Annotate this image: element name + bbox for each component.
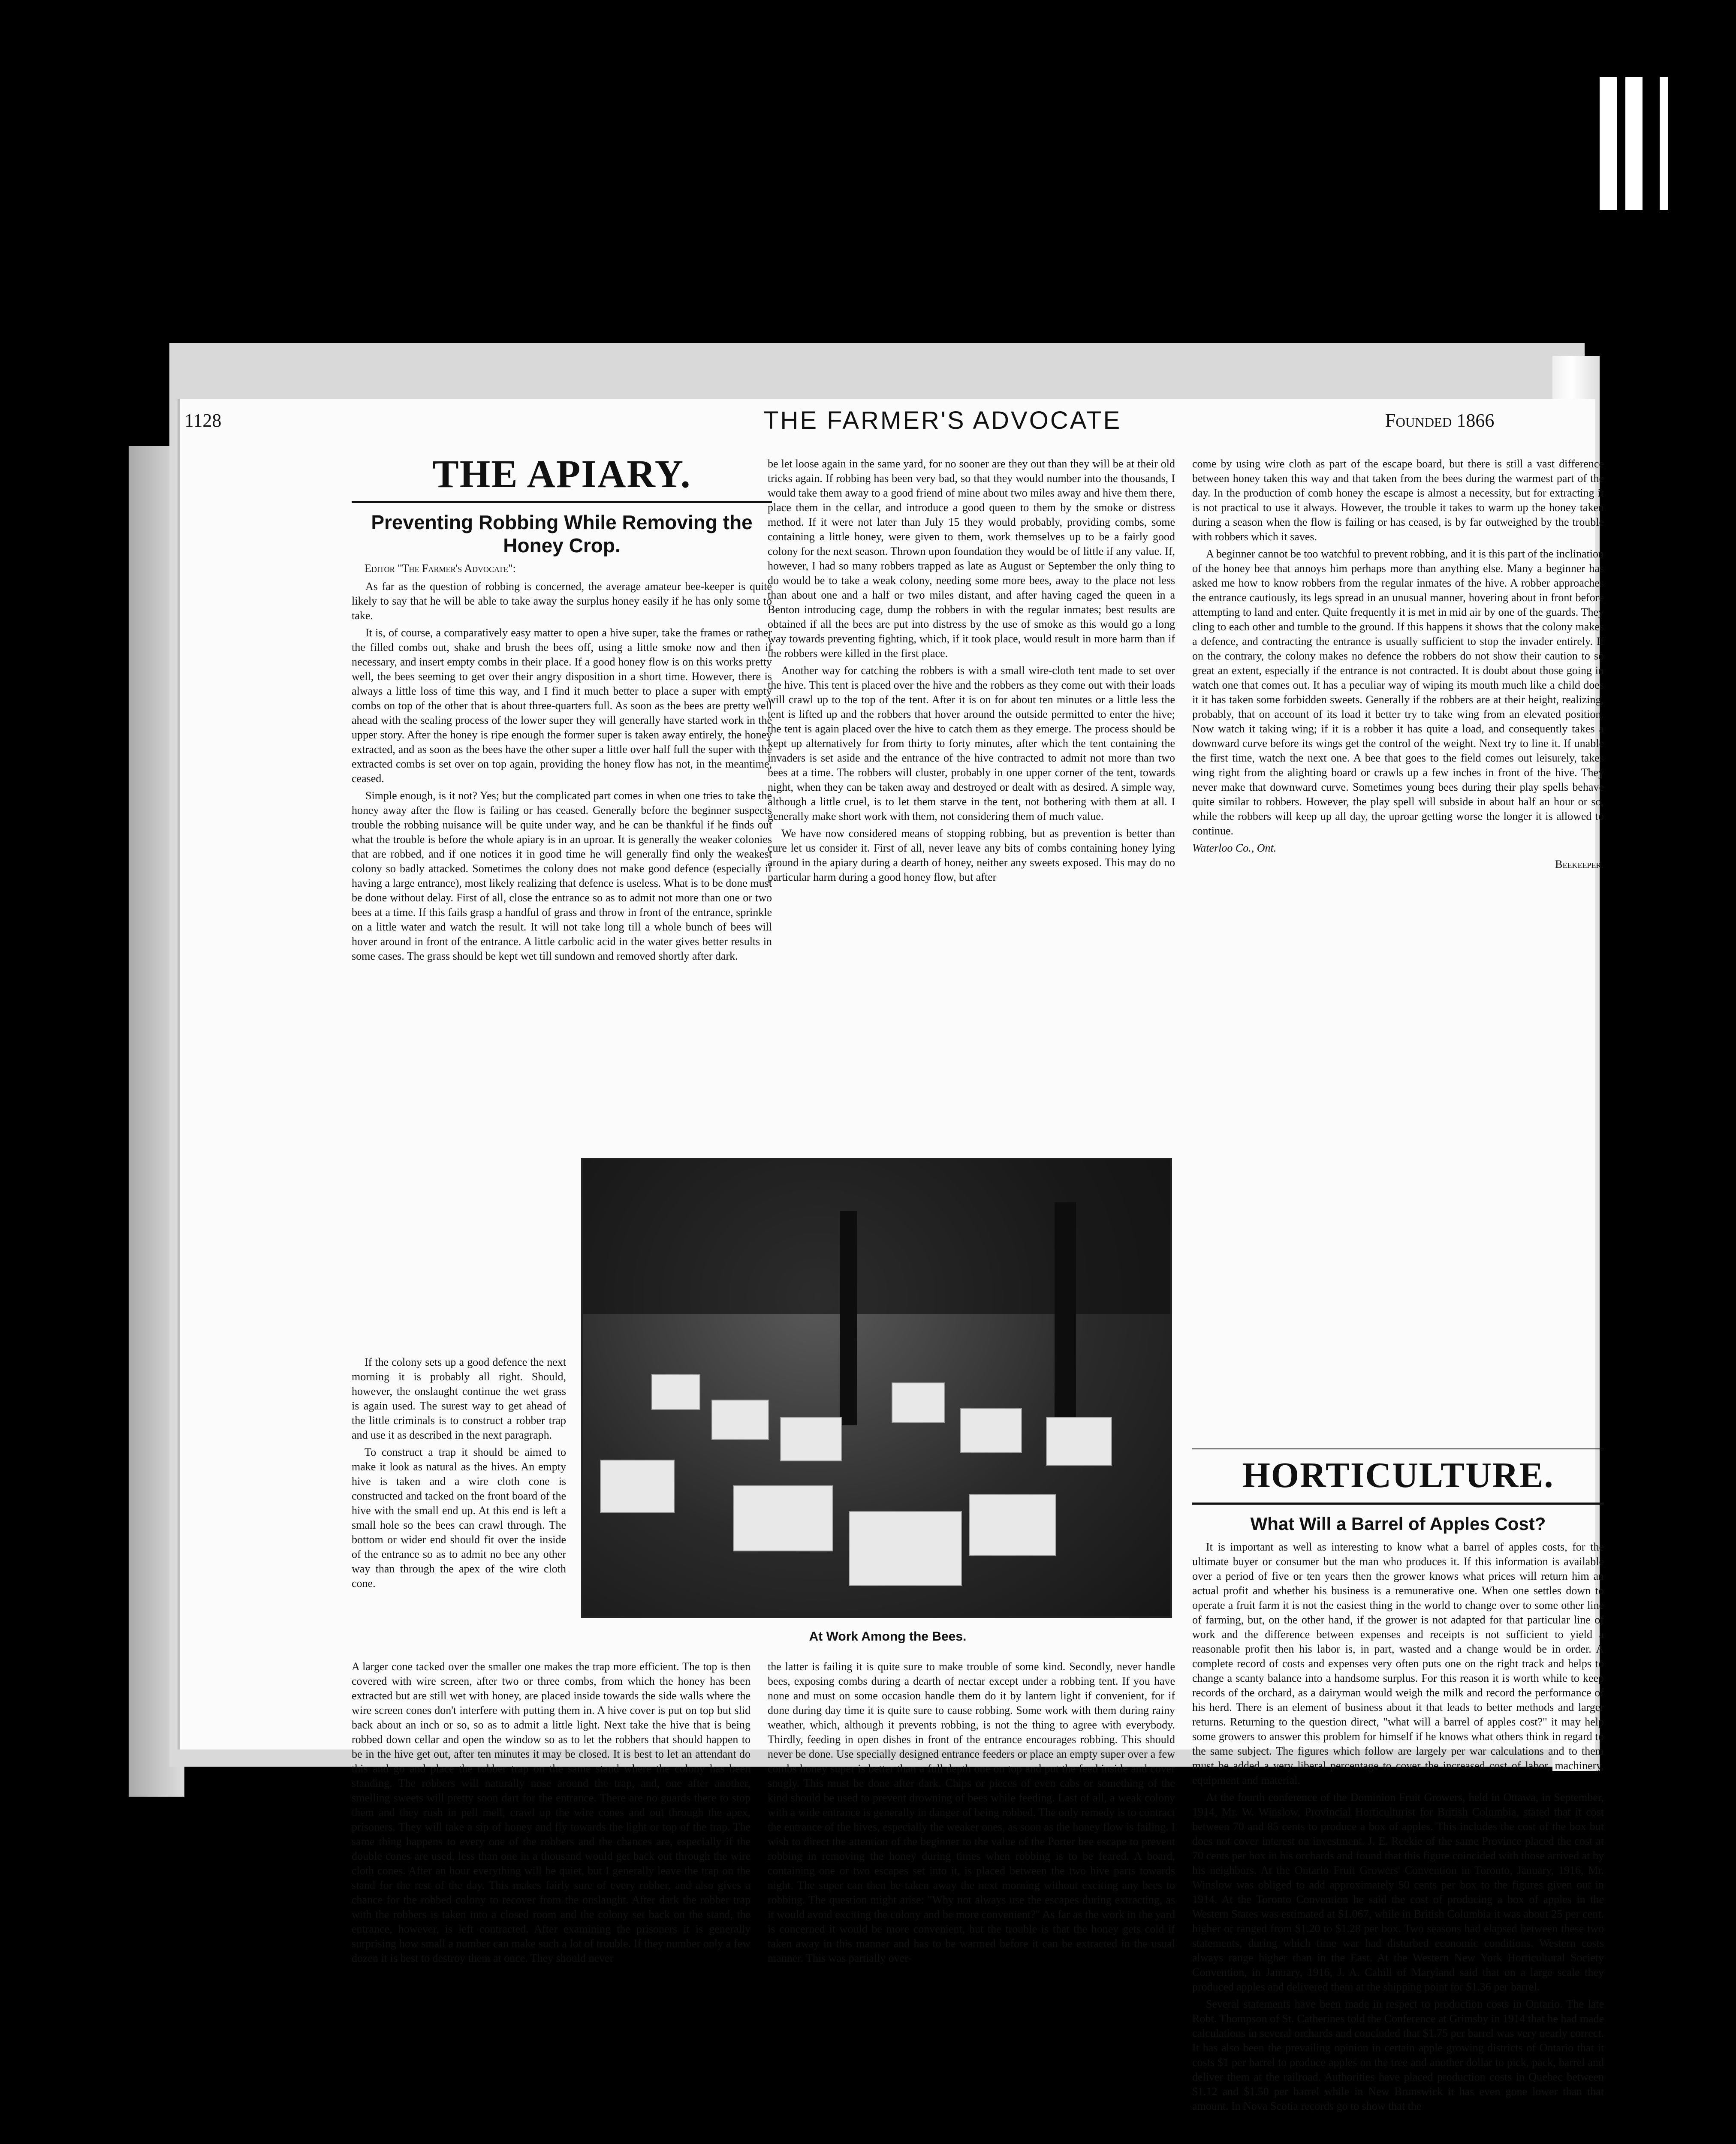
beehive <box>651 1374 700 1410</box>
wrap-column <box>352 1355 566 1593</box>
beehive <box>1046 1417 1112 1466</box>
section-rule <box>1192 1503 1604 1505</box>
photo-caption: At Work Among the Bees. <box>809 1629 967 1644</box>
paragraph: Simple enough, is it not? Yes; but the complicated part comes in when one tries to take the honey away after the flow is failing or has ceased. Generally before the beginner suspects trouble the robbing nuisance will be quite under way, and he can be thankful if he finds out what the trouble is before the whole apiary is in an uproar. It is generally the weaker colonies that are robbed, and if one notices it in good time he will generally find only the weakest colony so badly attacked. Sometimes the colony does not make good defence (especially if having a large entrance), most likely realizing that defence is useless. What is to be done must be done without delay. First of all, close the entrance so as to admit not more than one or two bees at a time. If this fails grasp a handful of grass and throw in front of the entrance, sprinkle on a little water and watch the result. It will not take long till a whole bunch of bees will hover around in front of the entrance. A little carbolic acid in the water gives better results in some cases. The grass should be kept wet till sundown and removed shortly after dark. <box>352 789 772 962</box>
page-header <box>184 407 1591 440</box>
section-rule <box>1192 1448 1604 1449</box>
beehive <box>780 1417 842 1461</box>
paragraph: As far as the question of robbing is concerned, the average amateur bee-keeper is quite likely to say that he will be able to take away the surplus honey easily if he has only some to take. <box>352 580 772 622</box>
paragraph: come by using wire cloth as part of the escape board, but there is still a vast difference between honey taken this way and that taken from the bees during the warmest part of the day. In the production of comb honey the escape is almost a necessity, but for extracting it is not practical to use it always. However, the trouble it takes to warm up the honey taken during a season when the flow is failing or has ceased, is by far outweighed by the trouble with robbers which it saves. <box>1192 458 1604 543</box>
apiary-column-2 <box>768 457 1175 887</box>
paragraph: be let loose again in the same yard, for no sooner are they out than they will be at their old tricks again. If robbing has been very bad, so that they would number into the thousands, I would take them away to a good friend of mine about two miles away and hive them there, place them in the cellar, and introduce a good queen to them by the smoke or distress method. If it were not later than July 15 they would probably, providing combs, some containing a little honey, were given to them, work themselves up to be a fairly good colony for the next season. Thrown upon foundation they would be of little if any value. If, however, I had so many robbers trapped as late as August or September the only thing to do would be to take a weak colony, needing some more bees, away to the place not less than about one and a half or two miles distant, and after having caged the queen in a Benton introducing cage, dump the robbers in with the regular inmates; best results are obtained if all the bees are put into distress by the use of smoke as this would go a long way towards preventing fighting, which, if it took place, would result in more harm than if the robbers were killed in the first place. <box>768 458 1175 659</box>
beehive <box>969 1494 1056 1556</box>
paragraph: It is important as well as interesting to know what a barrel of apples costs, for the ultimate buyer or consumer but the man who produces it. If this information is available over a period of five or ten years then the grower knows what prices will return him an actual profit and whether his business is a remunerative one. When one settles down to operate a fruit farm it is not the easiest thing in the world to change over to some other line of farming, but, on the other hand, if the grower is not adapted for that particular line of work and the difference between expenses and receipts is not sufficient to yield a reasonable profit then his labor is, in part, wasted and a change would be in order. A complete record of costs and expenses very often puts one on the right track and helps to change a scanty balance into a handsome surplus. For this reason it is worth while to keep records of the orchard, as a dairyman would weigh the milk and record the performance of his herd. There is an element of business about it that leads to better methods and larger returns. Returning to the question direct, "what will a barrel of apples cost?" it may help some growers to answer this problem for himself if he knows what others think in regard to the same subject. The figures which follow are largely per war calculations and to them must be added a very liberal percentage to cover the increased cost of labor, machinery, equipment and material. <box>1192 1541 1604 1786</box>
tree-trunk <box>840 1211 857 1425</box>
tree-canopy <box>583 1159 1170 1314</box>
founded-line: Founded 1866 <box>1385 410 1495 431</box>
paragraph: A larger cone tacked over the smaller one makes the trap more efficient. The top is then covered with wire screen, after two or three combs, from which the honey has been extracted but are still wet with honey, are placed inside towards the side walls where the wire screen cones don't interfere with putting them in. A hive cover is put on top but slid back about an inch or so, so as to admit a little light. Next take the hive that is being robbed down cellar and open the window so as to let the robbers that should happen to be in the hive get out, after ten minutes it may be closed. It is best to let an attendant do this and go and place the robber trap on the same stand where the colony has been standing. The robbers will naturally nose around the trap, and, one after another, smelling sweets will pretty soon dart for the entrance. There are no guards there to stop them and they rush in pell mell, crawl up the wire cones and out through the apex, prisoners. They will take a sip of honey and fly towards the light or top of the trap. The same thing happens to every one of the robbers and the chances are, especially if the double cones are used, less than one in a thousand would get back out through the wire cloth cones. After an hour everything will be quiet, but I generally leave the trap on the stand for the rest of the day. This makes fairly sure of every robber, and also gives a chance for the robbed colony to recover from the onslaught. After dark the robber trap with the robbers is taken into a closed room and the colony set back on the stand, the entrance, however, is left contracted. After examining the prisoners it is generally surprising how small a number can make such a lot of trouble. If they number only a few dozen it is best to destroy them at once. They should never <box>352 1660 750 1964</box>
paragraph: At the fourth conference of the Dominion Fruit Growers, held in Ottawa, in September, 1914, Mr. W. Winslow, Provincial Horticulturist for British Columbia, stated that it cost between 70 and 85 cents to produce a box of apples. This includes the cost of the box but does not cover interest on investment. J. E. Reekie of the same Province placed the cost at 70 cents per box in his orchards and found that this figure coincided with those arrived at by his neighbors. At the Ontario Fruit Growers' Convention in Toronto, January, 1916, Mr. Winslow was obliged to add approximately 50 cents per box to the figures given out in 1914. At the Toronto Convention he said the cost of producing a box of apples in the Western States was estimated at $1.067, while in British Columbia it was about 25 per cent. higher or ranged from $1.20 to $1.28 per box. Two seasons had elapsed between these two statements, during which time war had disturbed economic conditions. Western costs always range higher than in the East. At the Western New York Horticultural Society Convention, in January, 1916, J. A. Cahill of Maryland said that on a large scale they produced apples and delivered them at the shipping point for $1.36 per barrel. <box>1192 1791 1604 1993</box>
page-number: 1128 <box>184 410 222 431</box>
section-title-apiary: THE APIARY. <box>432 452 691 496</box>
beehive <box>960 1408 1022 1453</box>
film-mark <box>1600 77 1617 210</box>
paragraph: It is, of course, a comparatively easy matter to open a hive super, take the frames or rather the filled combs out, shake and brush the bees off, using a little smoke now and then if necessary, and insert empty combs in their place. If a good honey flow is on this works pretty well, the bees seeming to get over their angry disposition in a short time. However, there is always a little loss of time this way, and I find it much better to place a super with empty combs on top of the other that is about three-quarters full. As soon as the bees are pretty well ahead with the sealing process of the lower super they will generally have started work in the upper story. After the honey is ripe enough the former super is taken away entirely, the honey extracted, and as soon as the bees have the other super a little over half full the super with the extracted combs is set over on top again, providing the honey flow has not, in the meantime, ceased. <box>352 626 772 785</box>
film-mark <box>1660 77 1668 210</box>
section-title-horticulture: HORTICULTURE. <box>1242 1455 1554 1495</box>
film-mark <box>1625 77 1643 210</box>
tree-trunk <box>1055 1202 1076 1425</box>
beehive <box>733 1485 833 1551</box>
film-margin <box>1600 64 1736 2144</box>
paragraph: the latter is failing it is quite sure to make trouble of some kind. Secondly, never handle bees, exposing combs during a dearth of nectar except under a robbing tent. If you have none and must on some occasion handle them do it by lantern light if convenient, for if done during day time it is quite sure to cause robbing. Some work with them during rainy weather, which, although it prevents robbing, is not the thing to agree with everybody. Thirdly, feeding in open dishes in front of the entrance encourages robbing. This should never be done. Use specially designed entrance feeders or place an empty super over a few combs honey super is better than a full depth one on top and put the feed inside and cover snugly. This must be done after dark. Chips or pieces of even cabs or something of the kind should be used to prevent drowning of bees while feeding. Last of all, a weak colony with a wide entrance is generally in danger of being robbed. The only remedy is to contract the entrance of the hives, especially the weaker ones, as soon as the honey flow is failing. I wish to direct the attention of the beginner to the value of the Porter bee escape to prevent robbing in removing the honey during times when robbing is to be feared. A board, containing one or two escapes set into it, is placed between the two hive parts towards night. The super can then be taken away the next morning without exciting any bees to robbing. The question might arise: "Why not always use the escapes during extracting, as it would avoid exciting the colony and be more convenient?" As far as the work in the yard is concerned it would be more convenient, but the trouble is that the honey gets cold if taken away in this manner and has to be warmed before it can be extracted in the usual manner. This was partially over- <box>768 1660 1175 1964</box>
apiary-column-3 <box>1192 457 1604 872</box>
beehive <box>600 1460 675 1513</box>
bee-yard-photo <box>581 1158 1172 1618</box>
masthead: THE FARMER'S ADVOCATE <box>763 407 1122 434</box>
signature-name: Beekeeper. <box>1555 858 1604 870</box>
paragraph: Another way for catching the robbers is with a small wire-cloth tent made to set over the hive. This tent is placed over the hive and the robbers as they come out with their loads will crawl up to the top of the tent. After it is on for about ten minutes or a little less the tent is lifted up and the robbers that hover around the outside permitted to enter the hive; the tent is again placed over the hive to catch them as they emerge. The process should be kept up alternatively for from thirty to forty minutes, after which the tent containing the invaders is set aside and the entrance of the hive contracted to admit not more than two bees at a time. The robbers will cluster, probably in one upper corner of the tent, towards night, when they can be taken away and destroyed or dealt with as desired. A simple way, although a little cruel, is to let them starve in the tent, not bothering with them at all. I generally make short work with them, not considering them of much value. <box>768 664 1175 822</box>
beehive <box>892 1382 945 1423</box>
section-rule <box>352 501 772 503</box>
horticulture-column <box>1192 1445 1604 2116</box>
article-title-robbing: Preventing Robbing While Removing the Honey Crop. <box>371 511 753 557</box>
apiary-column <box>352 450 772 966</box>
article-title-apples: What Will a Barrel of Apples Cost? <box>1250 1514 1546 1534</box>
paragraph: A beginner cannot be too watchful to prevent robbing, and it is this part of the inclination of the honey bee that annoys him perhaps more than anything else. Many a beginner has asked me how to know robbers from the regular inmates of the hive. A robber approaches the entrance cautiously, its legs spread in an unusual manner, hovering about in front before attempting to land and enter. Quite frequently it is met in mid air by one of the guards. They cling to each other and tumble to the ground. If this happens it shows that the colony makes a defence, and contracting the entrance is usually sufficient to stop the invader entirely. If on the contrary, the colony makes no defence the robbers do not show their caution to so great an extent, especially if the entrance is not contracted. It is doubt about those going in watch one that comes out. It has a peculiar way of wiping its mouth much like a child does it it has taken some forbidden sweets. Generally if the robbers are at their height, realizing, probably, that on account of its load it better try to take wing from an elevated position. Now watch it taking wing; if it is a robber it has quite a load, and consequently takes a downward curve before its wings get the control of the weight. Next try to line it. If unable the first time, watch the next one. A bee that goes to the field comes out leisurely, takes wing right from the alighting board or crawls up a few inches in front of the hive. They never make that downward curve. Sometimes young bees during their play spells behave quite similar to robbers. However, the play spell will subside in about half an hour or so, while the robbers will keep up all day, the uproar getting worse the longer it is allowed to continue. <box>1192 548 1604 837</box>
apiary-continued-2 <box>768 1659 1175 1966</box>
signature-place: Waterloo Co., Ont. <box>1192 842 1277 854</box>
paragraph: If the colony sets up a good defence the next morning it is probably all right. Should, however, the onslaught continue the wet grass is again used. The surest way to get ahead of the little criminals is to construct a robber trap and use it as described in the next paragraph. <box>352 1356 566 1441</box>
paragraph: Several statements have been made in respect to production costs in Ontario. The late Robt. Thompson of St. Catherines told the Conference at Grimsby in 1914 that he had made calculations in several orchards and concluded that $1.75 per barrel was very nearly correct. It has also been the prevailing opinion in certain apple growing districts of Ontario that it costs $1 per barrel to produce apples on the tree and another dollar to pick, pack, barrel and deliver them at the railroad. Authorities have placed production costs in Quebec between $1.12 and $1.50 per barrel while in New Brunswick it has even gone lower than that amount. In Nova Scotia records go to show that the <box>1192 1998 1604 2112</box>
paragraph: We have now considered means of stopping robbing, but as prevention is better than cure let us consider it. First of all, never leave any bits of combs containing honey lying around in the apiary during a dearth of honey, neither any sweets exposed. This may do no particular harm during a good honey flow, but after <box>768 827 1175 883</box>
paragraph: To construct a trap it should be aimed to make it look as natural as the hives. An empty hive is taken and a wire cloth cone is constructed and tacked on the front board of the hive with the small end up. At this end is left a small hole so the bees can crawl through. The bottom or wider end should fit over the inside of the entrance so as to admit no bee any other way than through the apex of the wire cloth cone. <box>352 1446 566 1590</box>
beehive <box>711 1400 769 1440</box>
beehive <box>849 1511 962 1586</box>
apiary-continued <box>352 1659 750 1966</box>
editor-line: Editor "The Farmer's Advocate": <box>365 562 516 575</box>
